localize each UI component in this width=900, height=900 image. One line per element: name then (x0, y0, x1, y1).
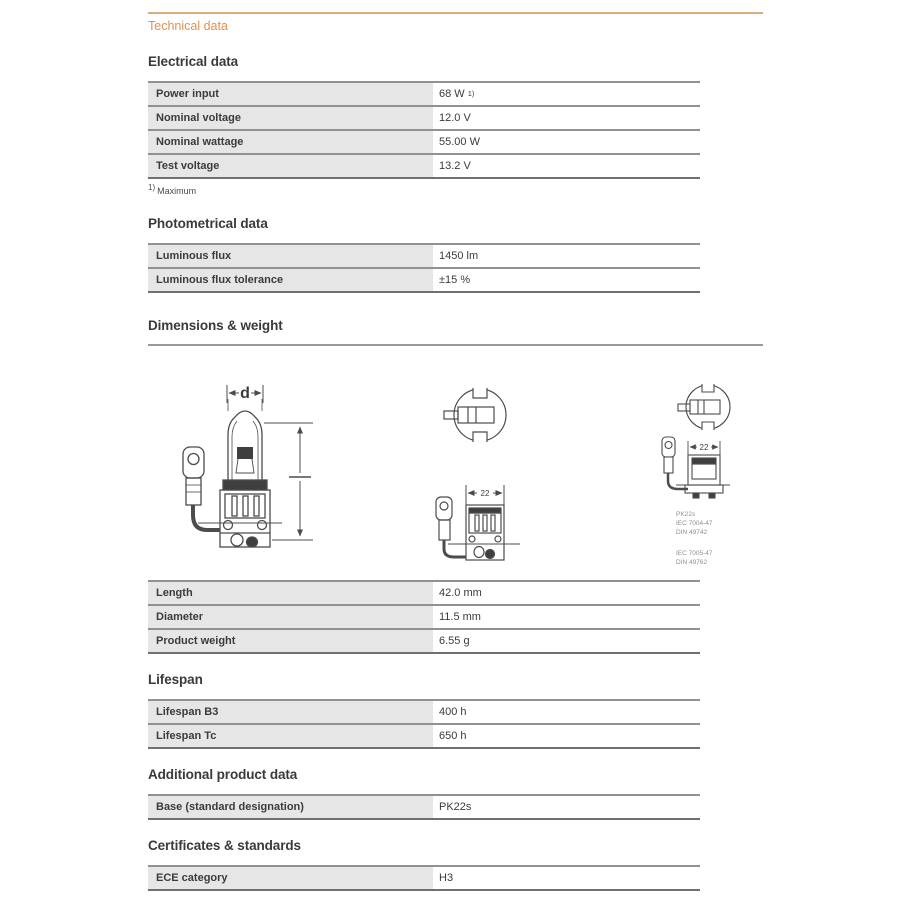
footnote-marker: 1) (467, 88, 475, 98)
standard-line: PK22s (676, 511, 696, 518)
row-label: Diameter (148, 606, 433, 628)
value-text: 42.0 mm (439, 587, 482, 599)
row-value (433, 245, 700, 267)
footnote-text: Maximum (157, 186, 197, 196)
footnote (148, 183, 196, 196)
section-heading-additional: Additional product data (148, 767, 298, 782)
row-label: Test voltage (148, 155, 433, 177)
dimensions-table (148, 580, 700, 654)
row-value (433, 269, 700, 291)
value-text: 11.5 mm (439, 611, 481, 623)
row-label: Length (148, 582, 433, 604)
standard-line: IEC 7005-47 (676, 550, 713, 557)
value-text: H3 (439, 872, 454, 884)
row-value (433, 725, 700, 747)
top-accent-line (148, 12, 763, 14)
row-label: Power input (148, 83, 433, 105)
value-text: 12.0 V (439, 112, 471, 124)
section-divider (148, 344, 763, 346)
section-heading-electrical: Electrical data (148, 54, 239, 69)
section-heading-lifespan: Lifespan (148, 672, 203, 687)
table-row (148, 794, 700, 818)
base-width-dim-label: 22 (480, 489, 490, 498)
table-row (148, 153, 700, 177)
bulb-front-view-drawing (183, 385, 313, 547)
row-value (433, 796, 700, 818)
value-text: 68 W (439, 88, 465, 100)
section-heading-dimensions: Dimensions & weight (148, 318, 283, 333)
row-label: Nominal wattage (148, 131, 433, 153)
value-text: 1450 lm (439, 250, 479, 262)
standard-line: DIN 49742 (676, 529, 708, 536)
dimension-drawings (148, 355, 768, 570)
row-label: Product weight (148, 630, 433, 652)
standards-text-top (676, 511, 713, 536)
standard-line: DIN 49762 (676, 559, 708, 566)
additional-table (148, 794, 700, 820)
row-value (433, 630, 700, 652)
value-text: 55.00 W (439, 136, 480, 148)
row-value (433, 582, 700, 604)
value-text: 6.55 g (439, 635, 470, 647)
table-row (148, 604, 700, 628)
table-row (148, 105, 700, 129)
photometrical-table (148, 243, 700, 293)
lifespan-table (148, 699, 700, 749)
base-standards-drawing (662, 383, 730, 498)
table-row (148, 129, 700, 153)
row-value (433, 83, 700, 105)
row-label: Lifespan B3 (148, 701, 433, 723)
table-row (148, 865, 700, 889)
bulb-top-side-view-drawing (436, 387, 520, 560)
section-heading-certificates: Certificates & standards (148, 838, 301, 853)
value-text: ±15 % (439, 274, 471, 286)
value-text: 650 h (439, 730, 467, 742)
electrical-table (148, 81, 700, 179)
row-value (433, 606, 700, 628)
table-row (148, 723, 700, 747)
certificates-table (148, 865, 700, 891)
diameter-dim-label: d (240, 385, 250, 402)
standards-text-bottom (676, 550, 713, 566)
row-value (433, 107, 700, 129)
row-label: Nominal voltage (148, 107, 433, 129)
table-row (148, 699, 700, 723)
row-value (433, 155, 700, 177)
row-label: Base (standard designation) (148, 796, 433, 818)
table-row (148, 267, 700, 291)
row-value (433, 131, 700, 153)
row-label: Luminous flux (148, 245, 433, 267)
base-width-dim-label-2: 22 (699, 443, 709, 452)
standard-line: IEC 7004-47 (676, 520, 713, 527)
table-row (148, 243, 700, 267)
row-label: Lifespan Tc (148, 725, 433, 747)
table-row (148, 81, 700, 105)
row-value (433, 867, 700, 889)
table-row (148, 628, 700, 652)
row-label: Luminous flux tolerance (148, 269, 433, 291)
footnote-marker: 1) (148, 183, 156, 192)
value-text: 13.2 V (439, 160, 471, 172)
table-row (148, 580, 700, 604)
value-text: 400 h (439, 706, 467, 718)
value-text: PK22s (439, 801, 472, 813)
row-label: ECE category (148, 867, 433, 889)
section-heading-photometrical: Photometrical data (148, 216, 268, 231)
tab-technical-data[interactable]: Technical data (148, 19, 228, 33)
row-value (433, 701, 700, 723)
